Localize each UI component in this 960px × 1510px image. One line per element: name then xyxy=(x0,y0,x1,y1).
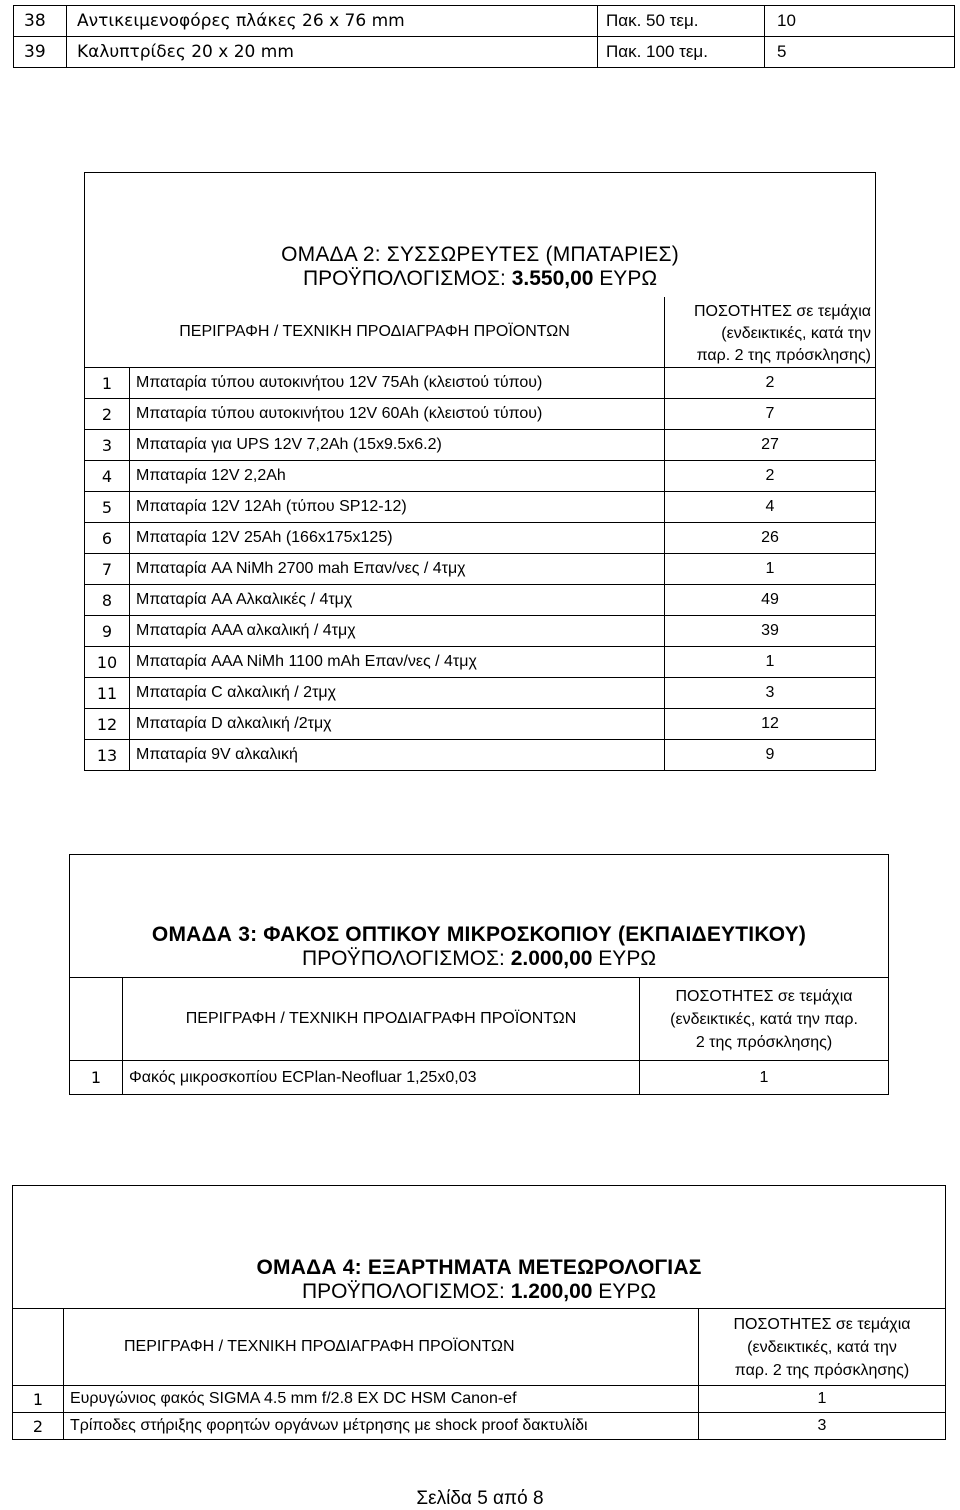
group3-header-quantity: ΠΟΣΟΤΗΤΕΣ σε τεμάχια (ενδεικτικές, κατά την παρ. 2 της πρόσκλησης) xyxy=(640,978,889,1061)
table-row xyxy=(85,678,876,709)
row-description: Μπαταρία AA Αλκαλικές / 4τμχ xyxy=(130,585,665,616)
row-quantity: 12 xyxy=(665,709,876,740)
row-number: 39 xyxy=(14,37,67,68)
row-quantity: 1 xyxy=(640,1061,889,1095)
table-row xyxy=(85,492,876,523)
row-quantity: 5 xyxy=(765,37,955,68)
table-row xyxy=(85,461,876,492)
group4-title: ΟΜΑΔΑ 4: ΕΞΑΡΤΗΜΑΤΑ ΜΕΤΕΩΡΟΛΟΓΙΑΣ xyxy=(256,1256,702,1279)
row-unit: Πακ. 100 τεμ. xyxy=(598,37,765,68)
table-row xyxy=(85,399,876,430)
row-number: 1 xyxy=(70,1061,123,1095)
row-quantity: 1 xyxy=(665,554,876,585)
table-row xyxy=(85,430,876,461)
row-quantity: 49 xyxy=(665,585,876,616)
row-quantity: 2 xyxy=(665,368,876,399)
table-row xyxy=(70,1061,889,1095)
row-description: Μπαταρία τύπου αυτοκινήτου 12V 60Ah (κλειστού τύπου) xyxy=(130,399,665,430)
row-description: Καλυπτρίδες 20 x 20 mm xyxy=(67,37,598,68)
row-number: 4 xyxy=(85,461,130,492)
row-description: Μπαταρία AA NiMh 2700 mah Επαν/νες / 4τμχ xyxy=(130,554,665,585)
row-description: Τρίποδες στήριξης φορητών οργάνων μέτρησης με shock proof δακτυλίδι xyxy=(64,1413,699,1440)
group4-budget: ΠΡΟΫΠΟΛΟΓΙΣΜΟΣ: 1.200,00 ΕΥΡΩ xyxy=(301,1280,657,1303)
table-row xyxy=(13,1386,946,1413)
table-row xyxy=(85,647,876,678)
table-row xyxy=(14,37,955,68)
row-number: 8 xyxy=(85,585,130,616)
group2-header-quantity: ΠΟΣΟΤΗΤΕΣ σε τεμάχια (ενδεικτικές, κατά την παρ. 2 της πρόσκλησης) xyxy=(665,297,876,368)
row-description: Μπαταρία 9V αλκαλική xyxy=(130,740,665,771)
row-unit: Πακ. 50 τεμ. xyxy=(598,6,765,37)
row-quantity: 4 xyxy=(665,492,876,523)
table-row xyxy=(85,740,876,771)
group3-table xyxy=(69,854,889,1095)
group2-table xyxy=(84,172,876,771)
row-quantity: 3 xyxy=(699,1413,946,1440)
row-quantity: 26 xyxy=(665,523,876,554)
row-description: Μπαταρία 12V 12Ah (τύπου SP12-12) xyxy=(130,492,665,523)
row-quantity: 1 xyxy=(699,1386,946,1413)
table-row xyxy=(13,1413,946,1440)
group4-title-cell xyxy=(13,1186,946,1309)
group3-title: ΟΜΑΔΑ 3: ΦΑΚΟΣ ΟΠΤΙΚΟΥ ΜΙΚΡΟΣΚΟΠΙΟΥ (ΕΚΠΑΙΔΕΥΤΙΚΟΥ) xyxy=(151,923,807,946)
row-number: 5 xyxy=(85,492,130,523)
group4-table xyxy=(12,1185,946,1440)
table-row xyxy=(85,709,876,740)
row-description: Μπαταρία AAA αλκαλική / 4τμχ xyxy=(130,616,665,647)
table-row xyxy=(14,6,955,37)
row-quantity: 7 xyxy=(665,399,876,430)
top-items-table xyxy=(13,5,955,68)
row-number: 1 xyxy=(13,1386,64,1413)
row-quantity: 39 xyxy=(665,616,876,647)
row-number: 6 xyxy=(85,523,130,554)
page-number-footer: Σελίδα 5 από 8 xyxy=(416,1488,544,1509)
table-row xyxy=(85,585,876,616)
row-quantity: 2 xyxy=(665,461,876,492)
group4-header-quantity: ΠΟΣΟΤΗΤΕΣ σε τεμάχια (ενδεικτικές, κατά την παρ. 2 της πρόσκλησης) xyxy=(699,1309,946,1386)
table-row xyxy=(85,554,876,585)
row-description: Μπαταρία 12V 2,2Ah xyxy=(130,461,665,492)
row-description: Ευρυγώνιος φακός SIGMA 4.5 mm f/2.8 EX DC HSM Canon-ef xyxy=(64,1386,699,1413)
table-row xyxy=(85,616,876,647)
row-number: 38 xyxy=(14,6,67,37)
row-description: Μπαταρία 12V 25Ah (166x175x125) xyxy=(130,523,665,554)
row-description: Μπαταρία για UPS 12V 7,2Ah (15x9.5x6.2) xyxy=(130,430,665,461)
row-number: 2 xyxy=(13,1413,64,1440)
row-number: 2 xyxy=(85,399,130,430)
row-number: 9 xyxy=(85,616,130,647)
row-number: 7 xyxy=(85,554,130,585)
row-description: Μπαταρία AAA NiMh 1100 mAh Επαν/νες / 4τμχ xyxy=(130,647,665,678)
group2-title-cell xyxy=(85,173,876,298)
row-number: 1 xyxy=(85,368,130,399)
row-number: 10 xyxy=(85,647,130,678)
row-quantity: 1 xyxy=(665,647,876,678)
group3-title-cell xyxy=(70,855,889,978)
row-number: 11 xyxy=(85,678,130,709)
group2-header-description: ΠΕΡΙΓΡΑΦΗ / ΤΕΧΝΙΚΗ ΠΡΟΔΙΑΓΡΑΦΗ ΠΡΟΪΟΝΤΩΝ xyxy=(85,297,665,368)
row-number: 13 xyxy=(85,740,130,771)
group3-budget: ΠΡΟΫΠΟΛΟΓΙΣΜΟΣ: 2.000,00 ΕΥΡΩ xyxy=(301,947,657,970)
group4-header-description: ΠΕΡΙΓΡΑΦΗ / ΤΕΧΝΙΚΗ ΠΡΟΔΙΑΓΡΑΦΗ ΠΡΟΪΟΝΤΩΝ xyxy=(64,1309,699,1386)
row-description: Φακός μικροσκοπίου ECPlan-Neofluar 1,25x0,03 xyxy=(123,1061,640,1095)
group2-title: ΟΜΑΔΑ 2: ΣΥΣΣΩΡΕΥΤΕΣ (ΜΠΑΤΑΡΙΕΣ) xyxy=(281,243,679,266)
row-description: Μπαταρία τύπου αυτοκινήτου 12V 75Ah (κλειστού τύπου) xyxy=(130,368,665,399)
table-row xyxy=(85,523,876,554)
row-quantity: 27 xyxy=(665,430,876,461)
table-row xyxy=(85,368,876,399)
row-number: 3 xyxy=(85,430,130,461)
group2-budget: ΠΡΟΫΠΟΛΟΓΙΣΜΟΣ: 3.550,00 ΕΥΡΩ xyxy=(302,267,658,290)
row-description: Μπαταρία C αλκαλική / 2τμχ xyxy=(130,678,665,709)
row-description: Μπαταρία D αλκαλική /2τμχ xyxy=(130,709,665,740)
row-quantity: 10 xyxy=(765,6,955,37)
row-number: 12 xyxy=(85,709,130,740)
group3-header-description: ΠΕΡΙΓΡΑΦΗ / ΤΕΧΝΙΚΗ ΠΡΟΔΙΑΓΡΑΦΗ ΠΡΟΪΟΝΤΩΝ xyxy=(123,978,640,1061)
row-quantity: 3 xyxy=(665,678,876,709)
row-quantity: 9 xyxy=(665,740,876,771)
row-description: Αντικειμενοφόρες πλάκες 26 x 76 mm xyxy=(67,6,598,37)
